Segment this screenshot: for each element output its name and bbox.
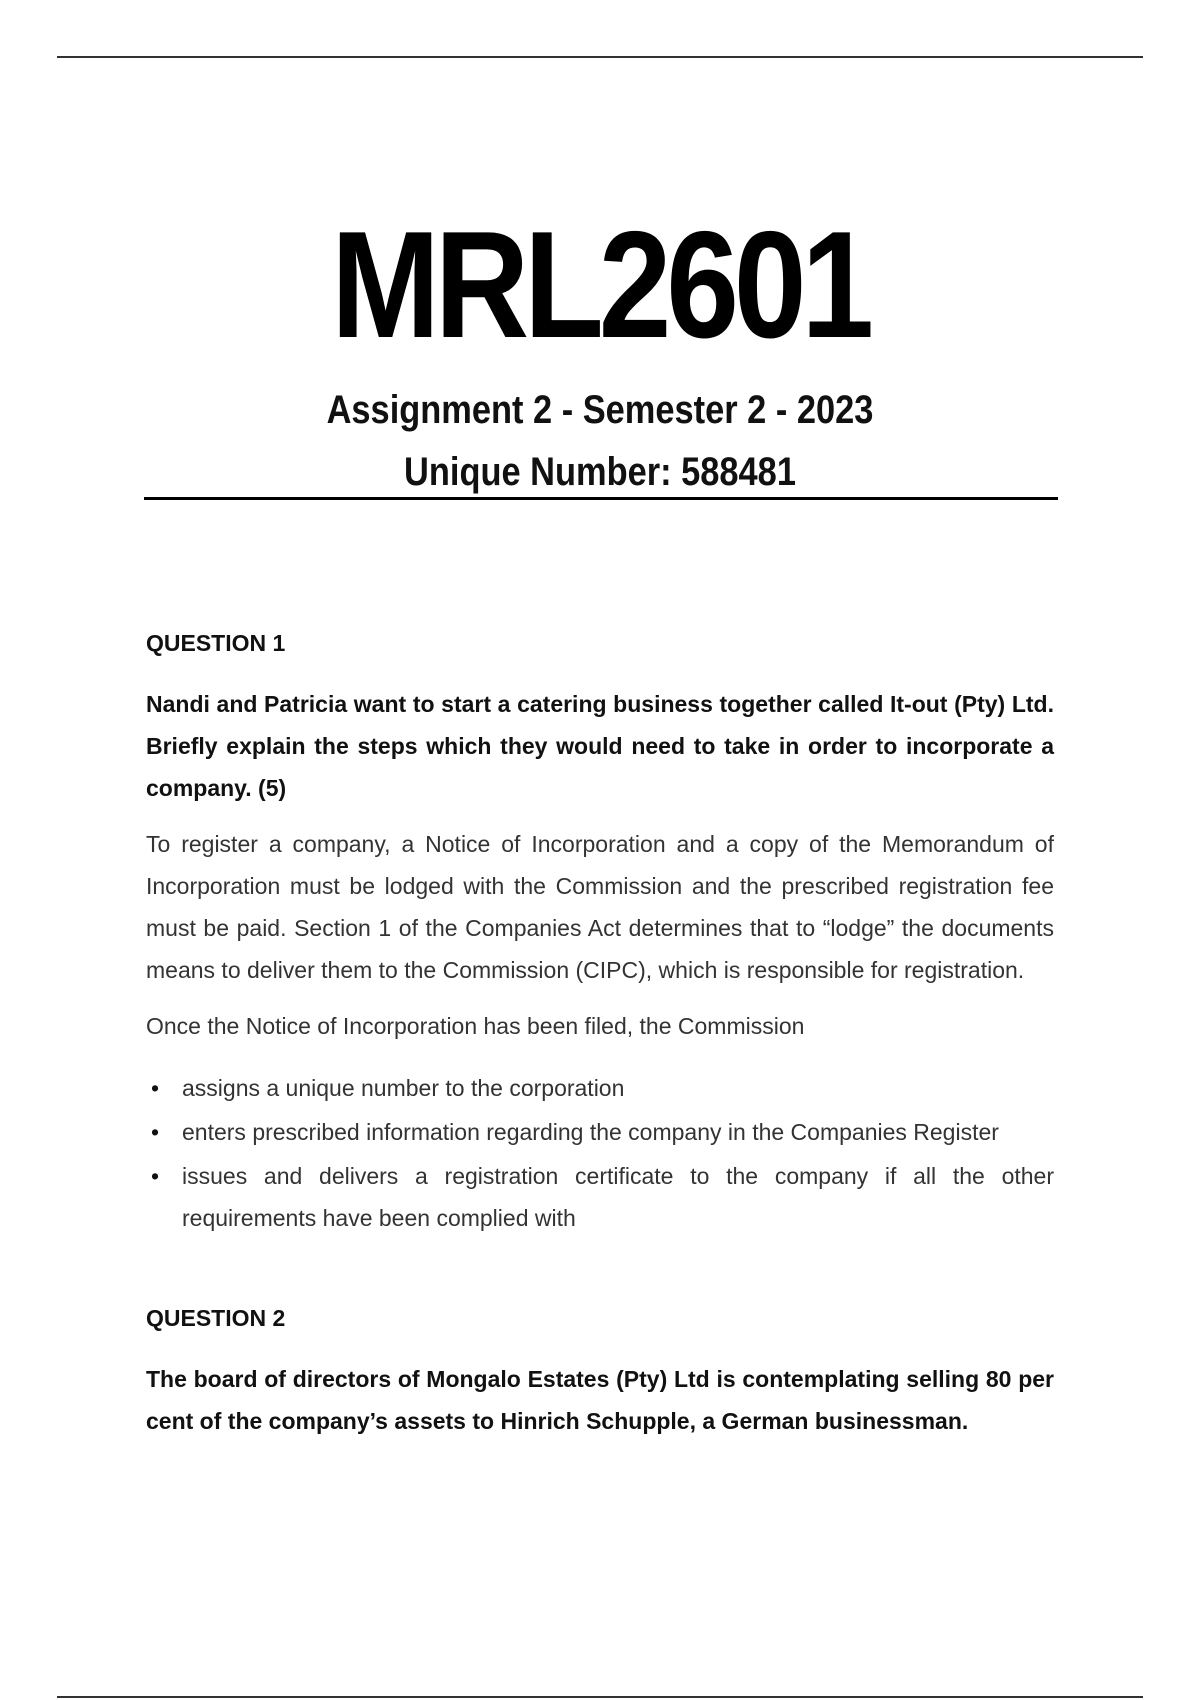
bullet-icon: • xyxy=(150,1163,160,1189)
header-underline xyxy=(144,497,1058,500)
bullet-icon: • xyxy=(150,1119,160,1145)
list-item xyxy=(146,1067,1054,1109)
top-rule xyxy=(57,56,1143,58)
list-item-text: issues and delivers a registration certificate to the company if all the other requirements have been complied with xyxy=(182,1163,1054,1231)
question-2-heading: QUESTION 2 xyxy=(146,1305,286,1331)
title-block xyxy=(0,200,1200,370)
list-item xyxy=(146,1111,1054,1153)
list-item xyxy=(146,1155,1054,1239)
document-body xyxy=(146,628,1054,1442)
question-1-answer-paragraph-1: To register a company, a Notice of Incorporation and a copy of the Memorandum of Incorporation must be lodged with the Commission and the prescribed registration fee must be paid. Section 1 of the Companies Act determines that to “lodge” the documents means to deliver them to the Commission (CIPC), which is responsible for registration. xyxy=(146,831,1054,983)
assignment-subtitle: Assignment 2 - Semester 2 - 2023 xyxy=(326,388,874,432)
bottom-rule xyxy=(57,1696,1143,1698)
question-1-bullet-list xyxy=(146,1067,1054,1239)
question-1-answer-paragraph-2: Once the Notice of Incorporation has been filed, the Commission xyxy=(146,1013,805,1039)
course-code-title: MRL2601 xyxy=(331,200,869,370)
unique-number-subtitle: Unique Number: 588481 xyxy=(404,450,796,494)
bullet-icon: • xyxy=(150,1075,160,1101)
list-item-text: assigns a unique number to the corporation xyxy=(182,1075,625,1101)
question-1-heading: QUESTION 1 xyxy=(146,630,286,656)
question-1-prompt: Nandi and Patricia want to start a catering business together called It-out (Pty) Ltd. Briefly explain the steps which they would need to take in order to incorporate a company. (5) xyxy=(146,691,1054,801)
list-item-text: enters prescribed information regarding the company in the Companies Register xyxy=(182,1119,999,1145)
question-2-prompt: The board of directors of Mongalo Estates (Pty) Ltd is contemplating selling 80 per cent of the company’s assets to Hinrich Schupple, a German businessman. xyxy=(146,1366,1054,1434)
